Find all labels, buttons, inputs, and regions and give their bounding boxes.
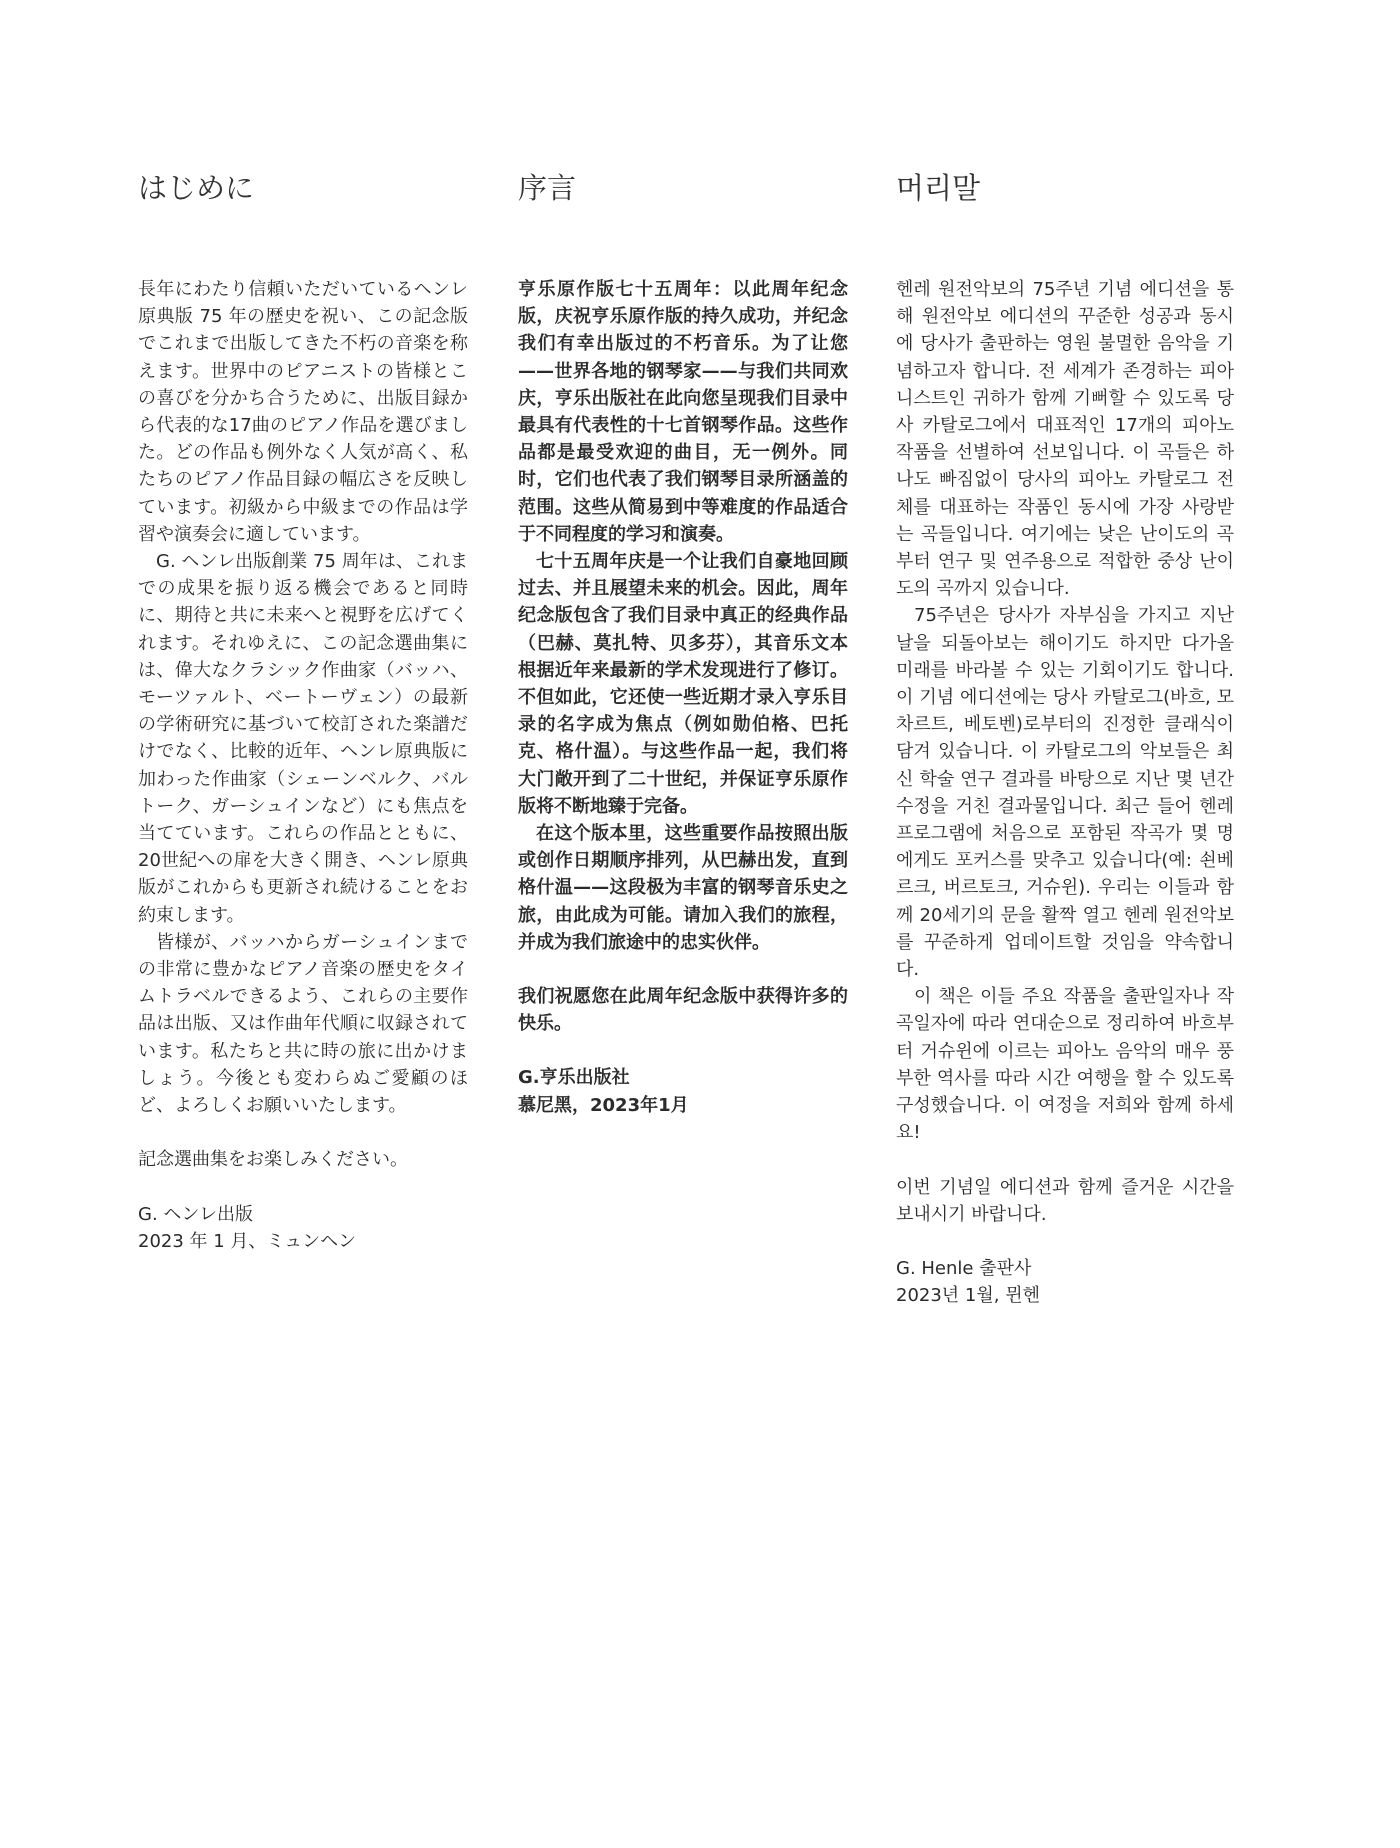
- korean-paragraph-1: 헨레 원전악보의 75주년 기념 에디션을 통해 원전악보 에디션의 꾸준한 성공과 동시에 당사가 출판하는 영원 불멸한 음악을 기념하고자 합니다. 전 세계가 존경하는 피아니스트인 귀하가 함께 기뻐할 수 있도록 당사 카탈로그에서 대표적인 17개의 피아노 작품을 선별하여 선보입니다. 이 곡들은 하나도 빠짐없이 당사의 피아노 카탈로그 전체를 대표하는 작품인 동시에 가장 사랑받는 곡들입니다. 여기에는 낮은 난이도의 곡부터 연구 및 연주용으로 적합한 중상 난이도의 곡까지 있습니다.: [896, 279, 1234, 600]
- japanese-title: はじめに: [138, 171, 255, 205]
- japanese-paragraph-1: 長年にわたり信頼いただいているヘンレ原典版 75 年の歴史を祝い、この記念版でこれまで出版してきた不朽の音楽を称えます。世界中のピアニストの皆様とこの喜びを分かち合うために、出版目録から代表的な17曲のピアノ作品を選びました。どの作品も例外なく人気が高く、私たちのピアノ作品目録の幅広さを反映しています。初級から中級までの作品は学習や演奏会に適しています。: [138, 279, 468, 545]
- korean-closing: 이번 기념일 에디션과 함께 즐거운 시간을 보내시기 바랍니다.: [896, 1176, 1234, 1225]
- chinese-publisher: G.亨乐出版社: [518, 1067, 630, 1089]
- chinese-paragraph-2: 七十五周年庆是一个让我们自豪地回顾过去、并且展望未来的机会。因此，周年纪念版包含了我们目录中真正的经典作品（巴赫、莫扎特、贝多芬），其音乐文本根据近年来最新的学术发现进行了修订。不但如此，它还使一些近期才录入亨乐目录的名字成为焦点（例如勋伯格、巴托克、格什温）。与这些作品一起，我们将大门敞开到了二十世纪，并保证亨乐原作版将不断地臻于完备。: [518, 551, 848, 817]
- chinese-closing: 我们祝愿您在此周年纪念版中获得许多的快乐。: [518, 986, 848, 1035]
- korean-publisher: G. Henle 출판사: [896, 1257, 1032, 1279]
- japanese-publisher: G. ヘンレ出版: [138, 1203, 253, 1225]
- korean-paragraph-2: 75주년은 당사가 자부심을 가지고 지난 날을 되돌아보는 해이기도 하지만 다가올 미래를 바라볼 수 있는 기회이기도 합니다. 이 기념 에디션에는 당사 카탈로그(바흐, 모차르트, 베토벤)로부터의 진정한 클래식이 담겨 있습니다. 이 카탈로그의 악보들은 최신 학술 연구 결과를 바탕으로 지난 몇 년간 수정을 거친 결과물입니다. 최근 들어 헨레 프로그램에 처음으로 포함된 작곡가 몇 명에게도 포커스를 맞추고 있습니다(예: 쇤베르크, 버르토크, 거슈윈). 우리는 이들과 함께 20세기의 문을 활짝 열고 헨레 원전악보를 꾸준하게 업데이트할 것임을 약속합니다.: [896, 605, 1234, 981]
- chinese-date: 慕尼黑，2023年1月: [518, 1094, 689, 1116]
- japanese-date: 2023 年 1 月、ミュンヘン: [138, 1230, 357, 1252]
- chinese-paragraph-1: 亨乐原作版七十五周年：以此周年纪念版，庆祝亨乐原作版的持久成功，并纪念我们有幸出版过的不朽音乐。为了让您——世界各地的钢琴家——与我们共同欢庆，亨乐出版社在此向您呈现我们目录中最具有代表性的十七首钢琴作品。这些作品都是最受欢迎的曲目，无一例外。同时，它们也代表了我们钢琴目录所涵盖的范围。这些从简易到中等难度的作品适合于不同程度的学习和演奏。: [518, 279, 848, 545]
- japanese-paragraph-3: 皆様が、バッハからガーシュインまでの非常に豊かなピアノ音楽の歴史をタイムトラベルできるよう、これらの主要作品は出版、又は作曲年代順に収録されています。私たちと共に時の旅に出かけましょう。今後とも変わらぬご愛顧のほど、よろしくお願いいたします。: [138, 931, 468, 1117]
- chinese-title: 序言: [518, 171, 577, 205]
- korean-date: 2023년 1월, 뮌헨: [896, 1285, 1040, 1307]
- japanese-closing: 記念選曲集をお楽しみください。: [138, 1149, 408, 1171]
- japanese-preface-column: [138, 168, 468, 1255]
- chinese-preface-column: [518, 168, 848, 1119]
- korean-preface-column: [896, 168, 1234, 1309]
- japanese-paragraph-2: G. ヘンレ出版創業 75 周年は、これまでの成果を振り返る機会であると同時に、期待と共に未来へと視野を広げてくれます。それゆえに、この記念選曲集には、偉大なクラシック作曲家（バッハ、モーツァルト、ベートーヴェン）の最新の学術研究に基づいて校訂された楽譜だけでなく、比較的近年、ヘンレ原典版に加わった作曲家（シェーンベルク、バルトーク、ガーシュインなど）にも焦点を当てています。これらの作品とともに、20世紀への扉を大きく開き、ヘンレ原典版がこれからも更新され続けることをお約束します。: [138, 551, 468, 926]
- korean-paragraph-3: 이 책은 이들 주요 작품을 출판일자나 작곡일자에 따라 연대순으로 정리하여 바흐부터 거슈윈에 이르는 피아노 음악의 매우 풍부한 역사를 따라 시간 여행을 할 수 있도록 구성했습니다. 이 여정을 저희와 함께 하세요!: [896, 986, 1234, 1144]
- korean-title: 머리말: [896, 171, 981, 205]
- chinese-paragraph-3: 在这个版本里，这些重要作品按照出版或创作日期顺序排列，从巴赫出发，直到格什温——这段极为丰富的钢琴音乐史之旅，由此成为可能。请加入我们的旅程，并成为我们旅途中的忠实伙伴。: [518, 823, 848, 953]
